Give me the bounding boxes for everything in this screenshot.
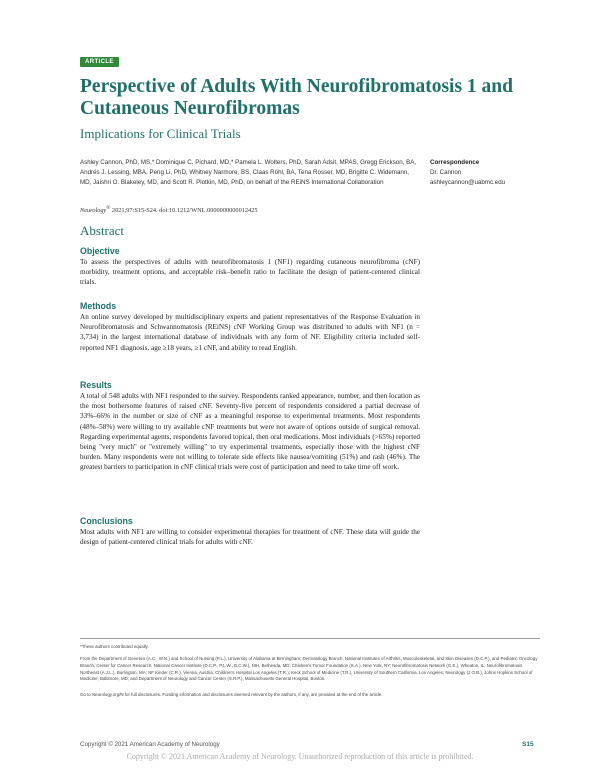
footer-copyright: Copyright © 2021 American Academy of Neurology	[80, 741, 220, 748]
author-list: Ashley Cannon, PhD, MS,* Dominique C. Pichard, MD,* Pamela L. Wolters, PhD, Sarah Adsit, MPAS, Gregg Erickson, BA, Andrés J. Lessing, MBA, Peng Li, PhD, Whitney Narmore, BS, Claas Röhl, BA, Tena Rosser, MD, Brigitte C. Widemann, MD, Jaishri O. Blakeley, MD, and Scott R. Plotkin, MD, PhD, on behalf of the REiNS International Collaboration	[80, 159, 417, 186]
correspondence-name: Dr. Cannon	[430, 169, 462, 176]
abstract-heading: Abstract	[80, 223, 125, 238]
methods-section	[80, 301, 420, 353]
correspondence-block	[430, 158, 540, 188]
article-title: Perspective of Adults With Neurofibromatosis 1 and Cutaneous Neurofibromas	[80, 76, 513, 119]
conclusions-heading: Conclusions	[80, 516, 133, 526]
correspondence-email[interactable]: ashleycannon@uabmc.edu	[430, 179, 506, 186]
citation-details: 2021;97:S15-S24. doi:10.1212/WNL.0000000000012425	[110, 207, 258, 215]
article-type-badge: ARTICLE	[80, 57, 119, 67]
footnote-equal-contribution: *These authors contributed equally.	[80, 644, 149, 649]
results-section	[80, 380, 420, 473]
footnote-affiliations: From the Department of Genetics (A.C., W.N.) and School of Nursing (P.L.), University of Alabama at Birmingham; Dermatology Branch, National Institutes of Arthritis, Musculoskeletal, and Skin Diseases (D.C.P.), and Pediatric Oncology Branch, Center for Cancer Research, National Cancer Institute (D.C.P., P.L.W., B.C.W.), NIH, Bethesda, MD; Children's Tumor Foundation (S.A.), New York, NY; Neurofibromatosis Network (G.E.), Wheaton, IL; Neurofibromatosis Northeast (A.J.L.), Burlington, MA; NF Kinder (C.R.), Vienna, Austria; Children's Hospital Los Angeles (T.R.); Keck School of Medicine (T.R.), University of Southern California, Los Angeles; Neurology (J.O.B.), Johns Hopkins School of Medicine, Baltimore, MD; and Department of Neurology and Cancer Center (S.R.P.), Massachusetts General Hospital, Boston.	[80, 656, 538, 682]
results-text: A total of 548 adults with NF1 responded to the survey. Respondents ranked appearance, number, and then location as the most bothersome features of raised cNF. Seventy-five percent of respondents considered a partial decrease of 33%–66% in the number or size of cNF as a meaningful response to experimental treatments. Most respondents (48%–58%) were willing to try available cNF treatments but were not aware of options outside of surgical removal. Regarding experimental agents, respondents favored topical, then oral medications. Most individuals (>65%) reported being "very much" or "extremely willing" to try experimental treatments, especially those with the highest cNF burden. Many respondents were not willing to tolerate side effects like nausea/vomiting (51%) and rash (46%). The greatest barriers to participation in cNF clinical trials were cost of participation and need to take time off work.	[80, 392, 420, 472]
results-heading: Results	[80, 380, 112, 390]
methods-heading: Methods	[80, 301, 117, 311]
page-number: S15	[522, 741, 534, 748]
objective-text: To assess the perspectives of adults with neurofibromatosis 1 (NF1) regarding cutaneous neurofibroma (cNF) morbidity, treatment options, and acceptable risk–benefit ratio to facilitate the design of patient-centered clinical trials.	[80, 258, 420, 287]
methods-text: An online survey developed by multidisciplinary experts and patient representatives of the Response Evaluation in Neurofibromatosis and Schwannomatosis (REiNS) cNF Working Group was distributed to adults with NF1 (n = 3,734) in the largest international database of individuals with any form of NF. Eligibility criteria included self-reported NF1 diagnosis, age ≥18 years, ≥1 cNF, and ability to read English.	[80, 313, 420, 352]
article-subtitle: Implications for Clinical Trials	[80, 126, 241, 141]
copyright-watermark: Copyright © 2021 American Academy of Neurology. Unauthorized reproduction of this article is prohibited.	[126, 752, 474, 761]
footnote-disclosures: Go to Neurology.org/N for full disclosures. Funding information and disclosures deemed relevant by the authors, if any, are provided at the end of the article.	[80, 692, 383, 697]
conclusions-section	[80, 516, 420, 547]
footnote-divider	[80, 638, 540, 639]
objective-heading: Objective	[80, 246, 120, 256]
citation-journal: Neurology	[80, 207, 107, 215]
objective-section	[80, 246, 420, 288]
citation-line	[80, 205, 257, 214]
correspondence-heading: Correspondence	[430, 159, 480, 166]
registered-mark: ®	[106, 205, 111, 211]
conclusions-text: Most adults with NF1 are willing to consider experimental therapies for treatment of cNF. These data will guide the design of patient-centered clinical trials for adults with cNF.	[80, 528, 420, 547]
